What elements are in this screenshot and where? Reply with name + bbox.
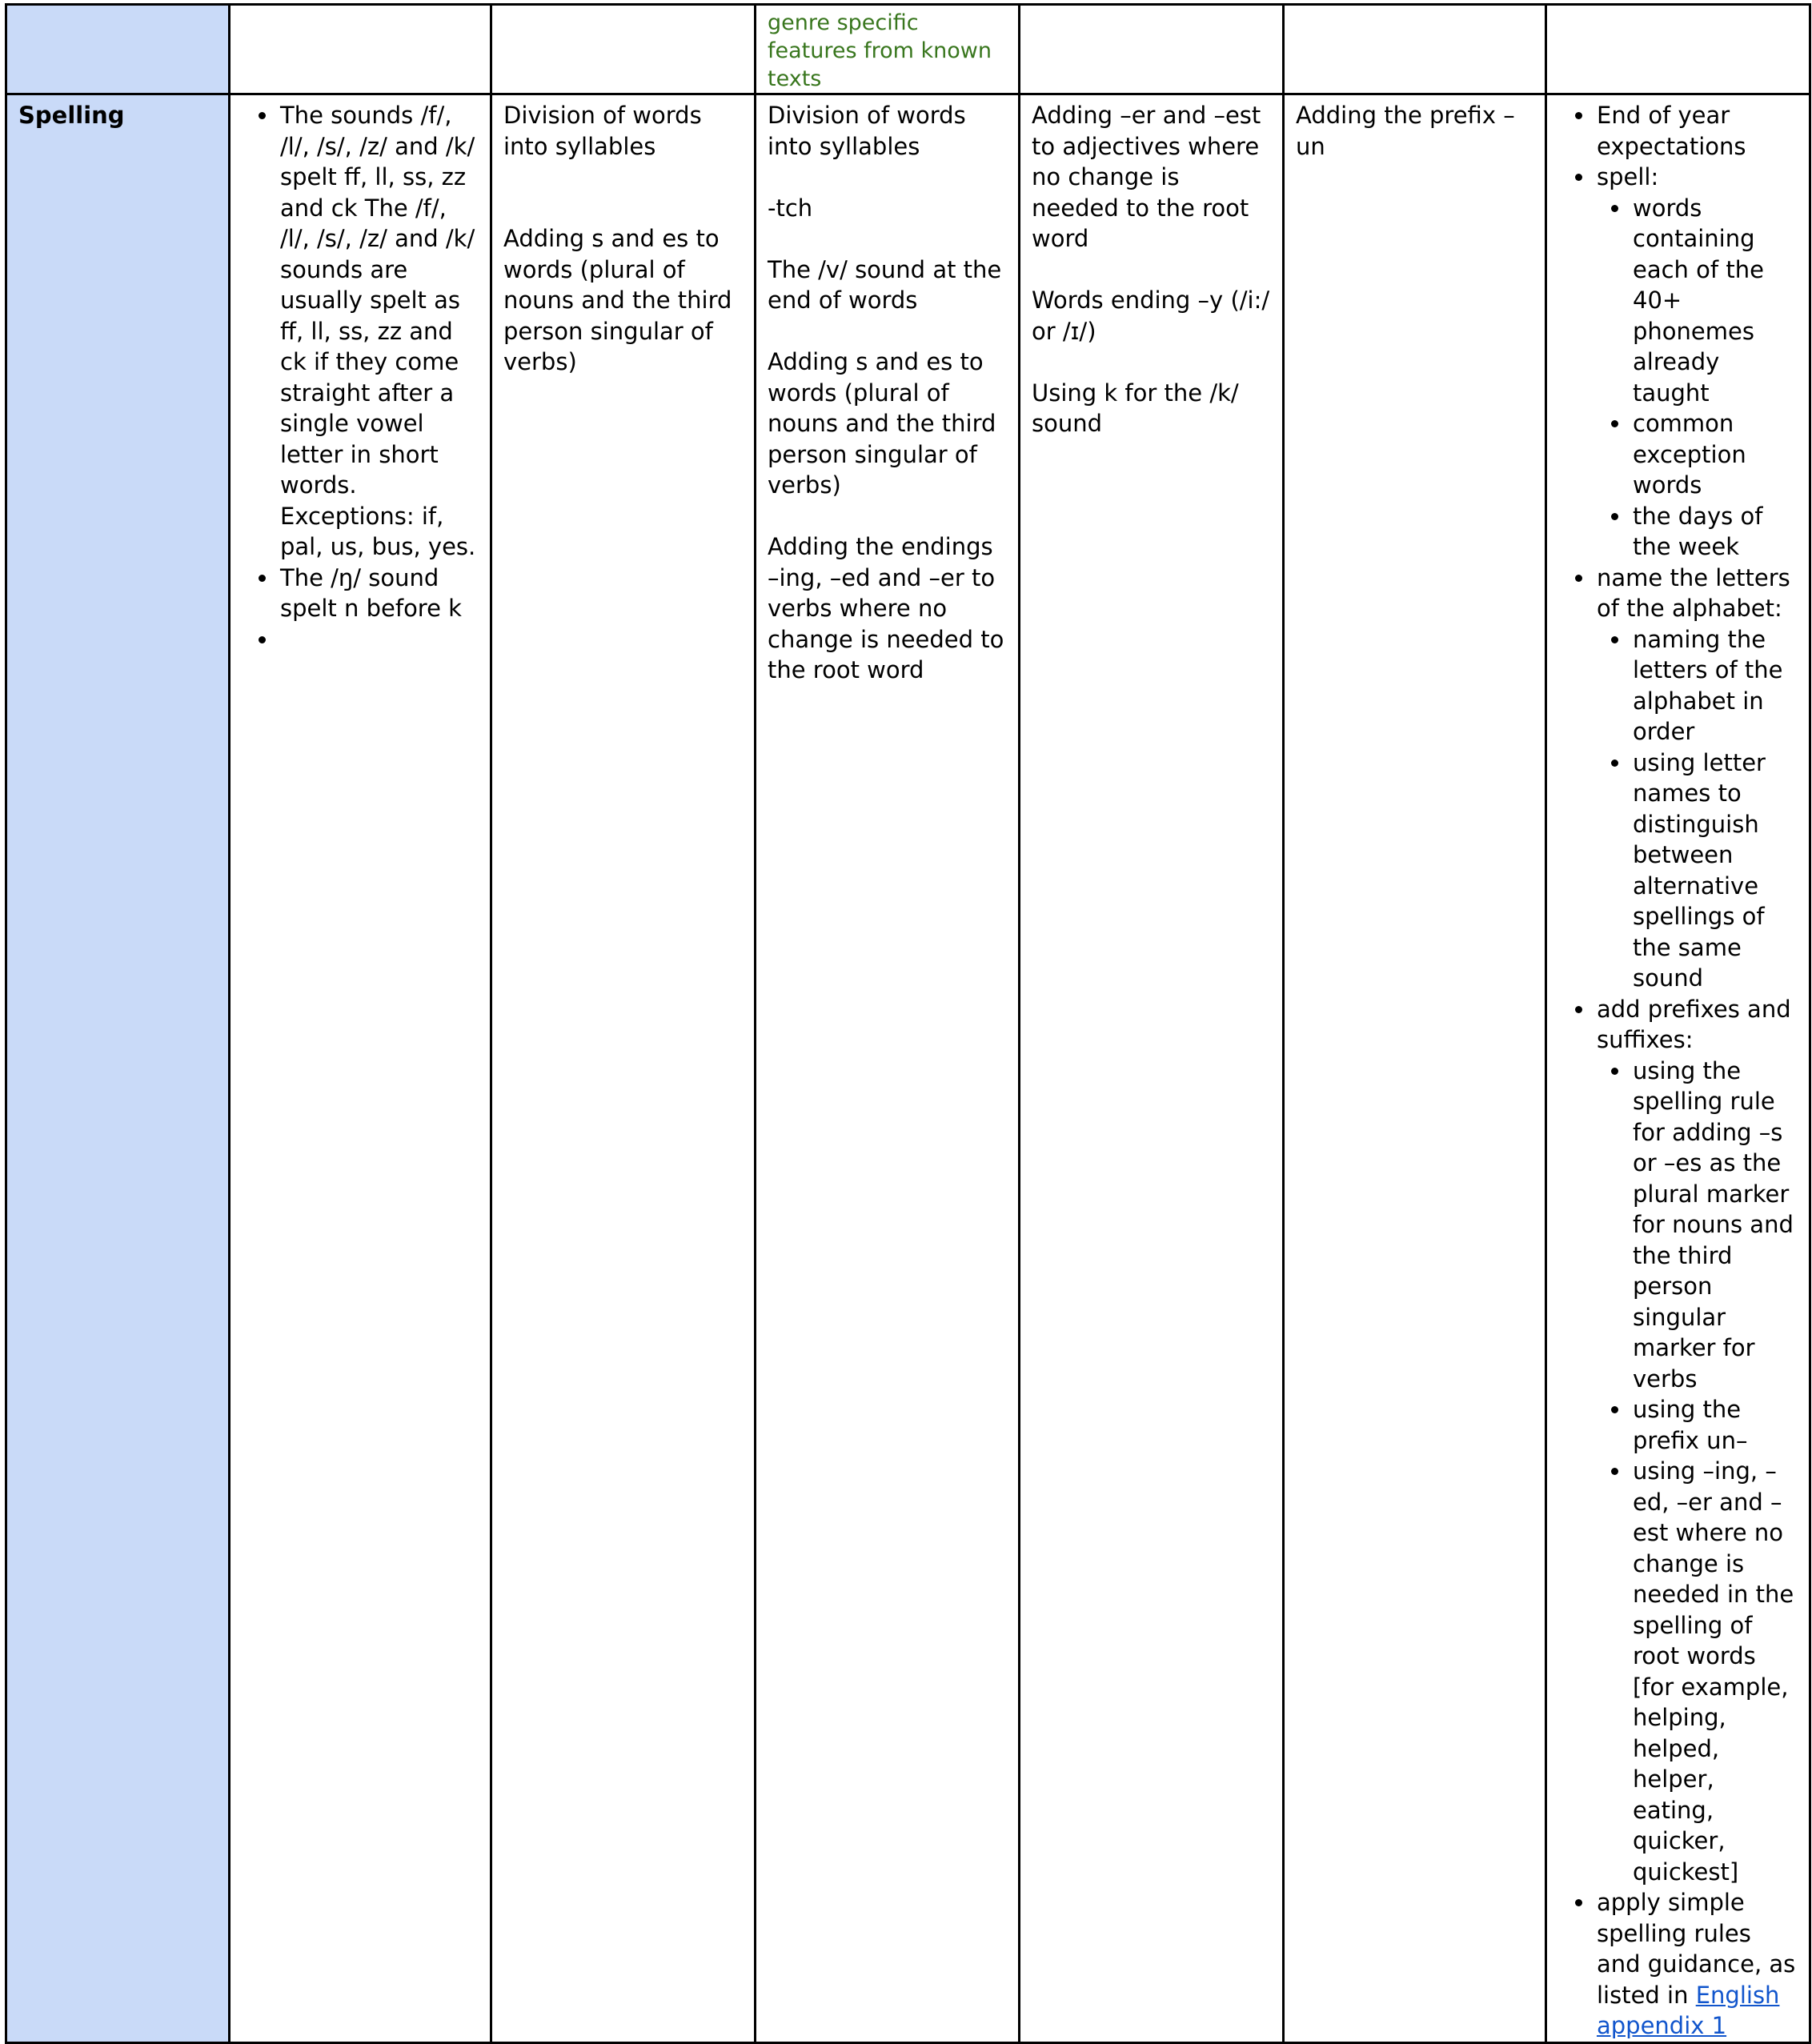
sub-bullet-list <box>1597 193 1799 563</box>
spelling-cell-2 <box>491 94 756 2043</box>
list-item <box>1595 994 1799 1888</box>
cell-paragraph: Division of words into syllables <box>503 102 702 160</box>
list-item <box>1595 162 1799 563</box>
spelling-cell-3 <box>756 94 1020 2043</box>
sub-list-item: • the days of the week <box>1631 501 1799 563</box>
sub-bullet-list <box>1597 1056 1799 1888</box>
sub-list-item: • using letter names to distinguish between alternative spellings of the same sound <box>1631 747 1799 994</box>
top-cell-1 <box>230 5 491 94</box>
sub-list-item: • words containing each of the 40+ phonemes already taught <box>1631 193 1799 409</box>
sub-list-item: • common exception words <box>1631 408 1799 501</box>
list-item: • The /ŋ/ sound spelt n before k <box>279 563 480 624</box>
sub-list-item: • using –ing, –ed, –er and –est where no change is needed in the spelling of root words [for example, helping, helped, helper, eating, quicker, quickest] <box>1631 1456 1799 1887</box>
cell-paragraph: Using k for the /k/ sound <box>1032 379 1239 437</box>
cell-paragraph: Words ending –y (/i:/ or /ɪ/) <box>1032 287 1270 345</box>
spelling-cell-1 <box>230 94 491 2043</box>
cell-paragraph: Adding the prefix –un <box>1296 102 1515 160</box>
cell-paragraph: The /v/ sound at the end of words <box>768 255 1002 314</box>
spelling-cell-5 <box>1284 94 1546 2043</box>
cell-paragraph: Adding s and es to words (plural of nouns and the third person singular of verbs) <box>503 225 732 375</box>
cell-paragraph: Adding the endings –ing, –ed and –er to verbs where no change is needed to the root word <box>768 533 1004 683</box>
list-item-empty <box>279 624 480 655</box>
cell-paragraph: Adding s and es to words (plural of nouns and the third person singular of verbs) <box>768 348 996 499</box>
top-cell-3 <box>756 5 1020 94</box>
curriculum-table <box>5 3 1811 2044</box>
list-item <box>1595 563 1799 994</box>
cell-paragraph: -tch <box>768 194 813 222</box>
list-item-text: name the letters of the alphabet: <box>1597 563 1790 622</box>
sub-list-item: • using the prefix un– <box>1631 1394 1799 1456</box>
row-label-cell-empty <box>6 5 230 94</box>
genre-features-text: genre specific features from known texts <box>768 10 992 91</box>
list-item: • End of year expectations <box>1595 100 1799 162</box>
spelling-cell-expectations <box>1546 94 1810 2043</box>
list-item-text: apply simple spelling rules and guidance, as listed in <box>1597 1889 1796 2009</box>
sub-list-item: • naming the letters of the alphabet in order <box>1631 624 1799 747</box>
list-item <box>1595 1887 1799 2042</box>
list-item-text: spell: <box>1597 163 1659 190</box>
list-item: • The sounds /f/, /l/, /s/, /z/ and /k/ spelt ff, ll, ss, zz and ck The /f/, /l/, /s/, /z/ and /k/ sounds are usually spelt as ff, ll, ss, zz and ck if they come straight after a single vowel letter in short words. Exceptions: if, pal, us, bus, yes. <box>279 100 480 563</box>
bullet-list <box>242 100 480 655</box>
spelling-cell-4 <box>1020 94 1284 2043</box>
english-appendix-link[interactable]: English appendix 1 <box>1597 1981 1780 2039</box>
cell-paragraph: Division of words into syllables <box>768 102 966 160</box>
top-cell-2 <box>491 5 756 94</box>
sub-list-item: • using the spelling rule for adding –s or –es as the plural marker for nouns and the third person singular marker for verbs <box>1631 1056 1799 1395</box>
table-row-header-continued <box>6 5 1810 94</box>
top-cell-4 <box>1020 5 1284 94</box>
bullet-list <box>1558 100 1799 2042</box>
row-label-text: Spelling <box>18 102 125 129</box>
top-cell-5 <box>1284 5 1546 94</box>
cell-paragraph: Adding –er and –est to adjectives where no change is needed to the root word <box>1032 102 1261 252</box>
sub-bullet-list <box>1597 624 1799 994</box>
list-item-text: add prefixes and suffixes: <box>1597 995 1791 1053</box>
top-cell-6 <box>1546 5 1810 94</box>
table-row-spelling <box>6 94 1810 2043</box>
row-label-spelling <box>6 94 230 2043</box>
